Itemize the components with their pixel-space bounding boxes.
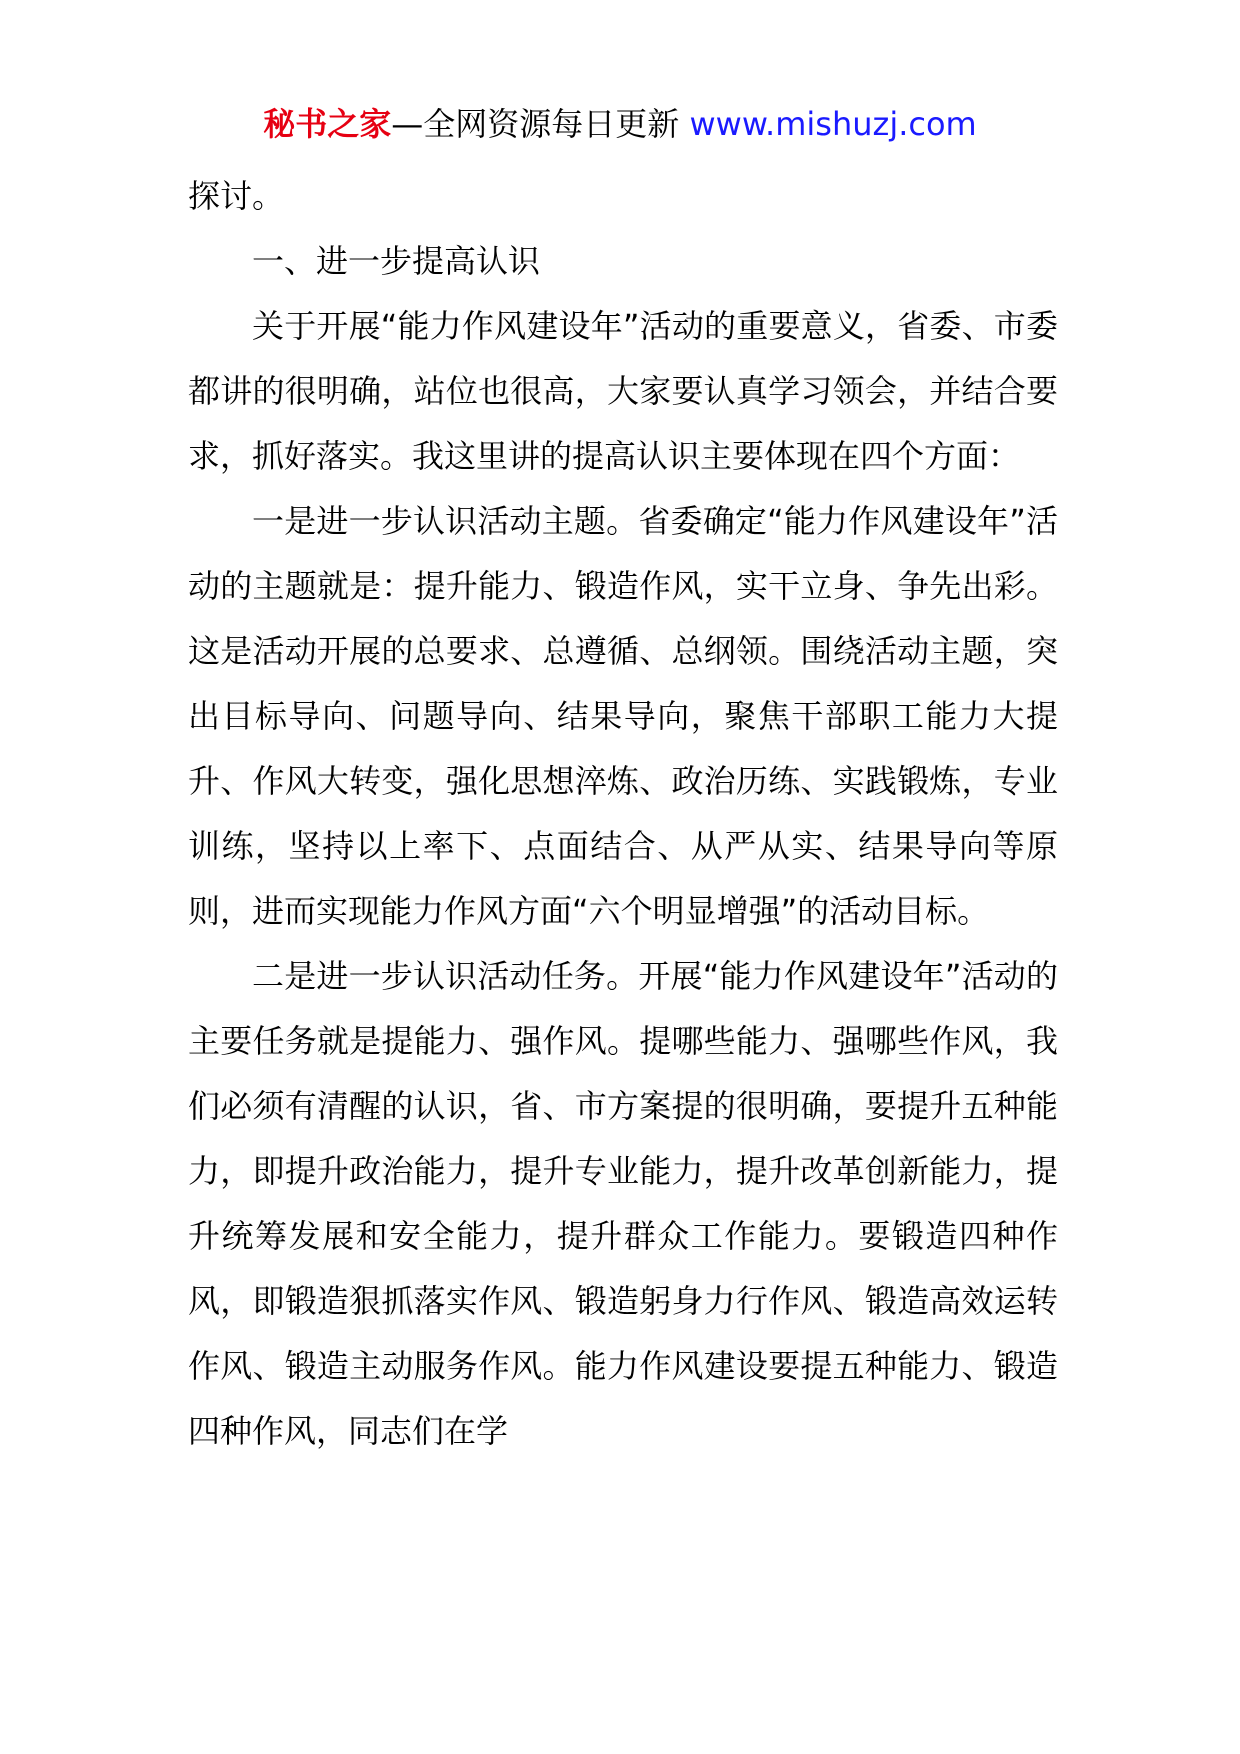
brand-name: 秘书之家 [263,105,392,143]
paragraph-continuation: 探讨。 [188,177,285,215]
paragraph: 关于开展“能力作风建设年”活动的重要意义，省委、市委都讲的很明确，站位也很高，大家要认真学习领会，并结合要求，抓好落实。我这里讲的提高认识主要体现在四个方面： [188,307,1058,475]
watermark-header [0,100,1240,148]
brand-url[interactable]: www.mishuzj.com [689,105,977,143]
paragraph: 一是进一步认识活动主题。省委确定“能力作风建设年”活动的主题就是：提升能力、锻造作风，实干立身、争先出彩。这是活动开展的总要求、总遵循、总纲领。围绕活动主题，突出目标导向、问题导向、结果导向，聚焦干部职工能力大提升、作风大转变，强化思想淬炼、政治历练、实践锻炼，专业训练，坚持以上率下、点面结合、从严从实、结果导向等原则，进而实现能力作风方面“六个明显增强”的活动目标。 [188,502,1058,930]
paragraph: 二是进一步认识活动任务。开展“能力作风建设年”活动的主要任务就是提能力、强作风。提哪些能力、强哪些作风，我们必须有清醒的认识，省、市方案提的很明确，要提升五种能力，即提升政治能力，提升专业能力，提升改革创新能力，提升统筹发展和安全能力，提升群众工作能力。要锻造四种作风，即锻造狠抓落实作风、锻造躬身力行作风、锻造高效运转作风、锻造主动服务作风。能力作风建设要提五种能力、锻造四种作风，同志们在学 [188,957,1058,1450]
section-heading: 一、进一步提高认识 [252,242,541,280]
document-body [188,164,1058,1464]
brand-tagline: —全网资源每日更新 [391,105,680,143]
